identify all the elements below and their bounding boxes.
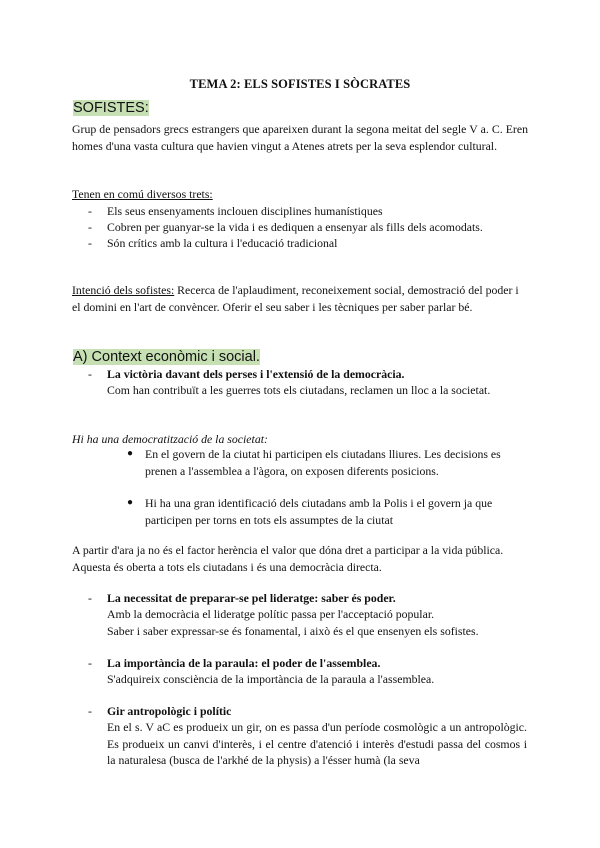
point3-title: La importància de la paraula: el poder de l'assemblea. (107, 656, 381, 670)
context-heading (72, 349, 261, 366)
sofistes-heading-text: SOFISTES: (73, 100, 149, 116)
point4-title: Gir antropològic i polític (107, 704, 232, 718)
page-title: TEMA 2: ELS SOFISTES I SÒCRATES (189, 77, 411, 91)
point2-line: Amb la democràcia el lideratge polític passa per l'acceptació popular. (107, 607, 435, 621)
point3-text: S'adquireix consciència de la importància de la paraula a l'assemblea. (107, 672, 435, 686)
point2-title: La necessitat de preparar-se pel lideratge: saber és poder. (107, 591, 396, 605)
sofistes-intro: Grup de pensadors grecs estrangers que apareixen durant la segona meitat del segle V a. C. Eren homes d'una vasta cultura que havien vingut a Atenes atrets per la seva esplendor cultural. (72, 122, 528, 153)
heritage-paragraph: A partir d'ara ja no és el factor herència el valor que dóna dret a participar a la vida pública. Aquesta és oberta a tots els ciutadans i és una democràcia directa. (72, 543, 504, 574)
context-heading-text: A) Context econòmic i social. (73, 349, 260, 365)
democratization-label: Hi ha una democratització de la societat: (72, 432, 268, 446)
bullet-icon: ● (127, 497, 134, 508)
point1-title: La victòria davant dels perses i l'extensió de la democràcia. (107, 367, 405, 381)
sofistes-heading (72, 100, 150, 117)
bullet-icon: ● (127, 448, 134, 459)
point2-line: Saber i saber expressar-se és fonamental, i això és el que ensenyen els sofistes. (107, 624, 479, 638)
democ-bullet-text: En el govern de la ciutat hi participen els ciutadans lliures. Les decisions es prenen a l'assemblea a l'àgora, on exposen diferents posicions. (145, 447, 501, 478)
point1-text: Com han contribuït a les guerres tots els ciutadans, reclamen un lloc a la societat. (107, 383, 491, 397)
democ-bullet-text: Hi ha una gran identificació dels ciutadans amb la Polis i el govern ja que participen per torns en tots els assumptes de la ciutat (145, 496, 493, 527)
point4-text: En el s. V aC es produeix un gir, on es passa d'un període cosmològic a un antropològic. Es produeix un canvi d'interès, i el centre d'atenció i interès d'estudi passa del cosmos i la naturalesa (busca de l'arkhé de la physis) a l'ésser humà (la seva (107, 720, 527, 768)
trait-text: Els seus ensenyaments inclouen disciplines humanístiques (107, 204, 383, 218)
intent-label: Intenció dels sofistes: (72, 283, 175, 297)
trait-text: Cobren per guanyar-se la vida i es dediquen a ensenyar als fills dels acomodats. (107, 220, 483, 234)
traits-label: Tenen en comú diversos trets: (72, 187, 213, 201)
intent-text: Recerca de l'aplaudiment, reconeixement social, demostració del poder i el domini en l'art de convèncer. Oferir el seu saber i les tècniques per saber parlar bé. (72, 283, 519, 314)
document-page: TEMA 2: ELS SOFISTES I SÒCRATES SOFISTES: Grup de pensadors grecs estrangers que apareixen durant la segona meitat del segle V a. C. Eren homes d'una vasta cultura que havien vingut a Atenes atrets per la seva esplendor cultural. Tenen en comú diversos trets: - Els seus ensenyaments inclouen disciplines humanístiques - Cobren per guanyar-se la vida i es dediquen a ensenyar als fills dels acomodats. - Són crítics amb la cultura i l'educació tradicional Intenció dels sofistes: Recerca de l'aplaudiment, reconeixement social, demostració del poder i el domini en l'art de convèncer. Oferir el seu saber i les tècniques per saber parlar bé. A) Context econòmic i social. - La victòria davant dels perses i l'extensió de la democràcia. Com han contribuït a les guerres tots els ciutadans, reclamen un lloc a la societat. Hi ha una democratització de la societat: ● En el govern de la ciutat hi participen els ciutadans lliures. Les decisions es prenen a l'assemblea a l'àgora, on exposen diferents posicions. ● Hi ha una gran identificació dels ciutadans amb la Polis i el govern ja que participen per torns en tots els assumptes de la ciutat A partir d'ara ja no és el factor herència el valor que dóna dret a participar a la vida pública. Aquesta és oberta a tots els ciutadans i és una democràcia directa. - La necessitat de preparar-se pel lideratge: saber és poder. Amb la democràcia el lideratge polític passa per l'acceptació popular. Saber i saber expressar-se és fonamental, i això és el que ensenyen els sofistes. - La importància de la paraula: el poder de l'assemblea. S'adquireix consciència de la importància de la paraula a l'assemblea. - Gir antropològic i polític En el s. V aC es produeix un gir, on es passa d'un període cosmològic a un antropològic. Es produeix un canvi d'interès, i el centre d'atenció i interès d'estudi passa del cosmos i la naturalesa (busca de l'arkhé de la physis) a l'ésser humà (la seva (0, 0, 600, 848)
trait-text: Són crítics amb la cultura i l'educació tradicional (107, 236, 338, 250)
intent-paragraph (72, 282, 528, 315)
